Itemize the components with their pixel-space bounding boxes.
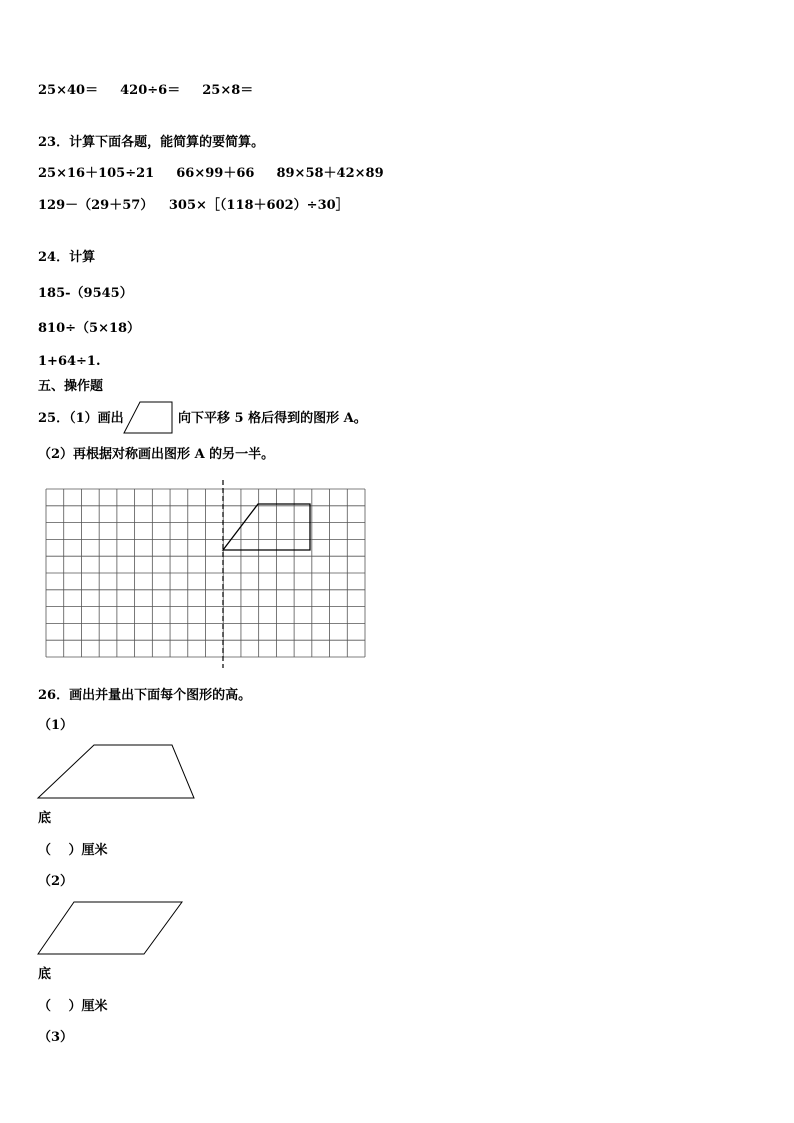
q26-base-2: 底 [38, 967, 52, 982]
shape-outline [223, 504, 310, 550]
drawing-grid[interactable] [45, 480, 367, 670]
q26-answer-1: （ ）厘米 [38, 843, 108, 858]
q26-base-1: 底 [38, 811, 52, 826]
trapezoid-figure [37, 744, 197, 800]
q25-part2: （2）再根据对称画出图形 A 的另一半。 [38, 447, 275, 462]
parallelogram-icon [122, 401, 174, 435]
q26-part3-label: （3） [38, 1030, 74, 1045]
q23-title: 23．计算下面各题，能简算的要简算。 [38, 135, 265, 150]
q26-part2-label: （2） [38, 874, 74, 889]
calc-line-1: 25×40＝ 420÷6＝ 25×8＝ [38, 83, 254, 98]
q24-item-c: 1+64÷1. [38, 354, 101, 369]
q26-answer-2: （ ）厘米 [38, 999, 108, 1014]
q23-row-1: 25×16＋105÷21 66×99＋66 89×58＋42×89 [38, 166, 384, 181]
q26-title: 26．画出并量出下面每个图形的高。 [38, 688, 252, 703]
q24-item-b: 810÷（5×18） [38, 321, 141, 336]
q23-row-2: 129－（29＋57） 305×［（118＋602）÷30］ [38, 198, 349, 213]
q24-item-a: 185-（9545） [38, 286, 133, 301]
q24-title: 24．计算 [38, 250, 96, 265]
q26-part1-label: （1） [38, 718, 74, 733]
q25-part1-suffix: 向下平移 5 格后得到的图形 A。 [178, 411, 367, 426]
q25-part1-prefix: 25．（1）画出 [38, 411, 124, 426]
section-5-heading: 五、操作题 [38, 379, 104, 394]
parallelogram-figure [37, 900, 185, 956]
